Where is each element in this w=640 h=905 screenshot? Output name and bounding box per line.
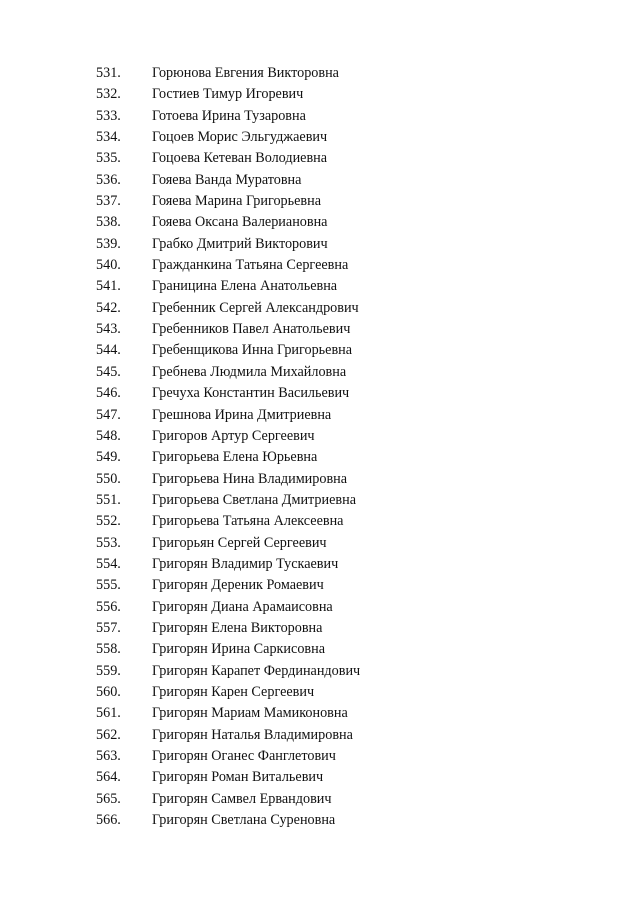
entry-number: 556. (96, 598, 121, 615)
entry-number: 536. (96, 171, 121, 188)
list-item (96, 682, 576, 703)
entry-number: 539. (96, 235, 121, 252)
entry-name: Готоева Ирина Тузаровна (152, 107, 306, 124)
entry-name: Гоцоев Морис Эльгуджаевич (152, 129, 328, 146)
list-item (96, 597, 576, 618)
entry-name: Григорян Наталья Владимировна (152, 726, 353, 743)
entry-name: Гояева Оксана Валериановна (152, 214, 328, 231)
entry-number: 558. (96, 641, 121, 658)
entry-name: Гоцоева Кетеван Володиевна (152, 150, 328, 167)
entry-number: 545. (96, 363, 121, 380)
entry-number: 541. (96, 278, 121, 295)
list-item (96, 276, 576, 297)
entry-name: Гостиев Тимур Игоревич (152, 86, 304, 103)
entry-name: Григорьева Татьяна Алексеевна (152, 513, 344, 530)
entry-name: Гребнева Людмила Михайловна (152, 363, 347, 380)
entry-number: 540. (96, 257, 121, 274)
list-item (96, 106, 576, 127)
list-item (96, 618, 576, 639)
list-item (96, 127, 576, 148)
list-item (96, 319, 576, 340)
list-item (96, 383, 576, 404)
entry-number: 534. (96, 129, 121, 146)
entry-number: 542. (96, 299, 121, 316)
list-item (96, 170, 576, 191)
entry-name: Григорян Мариам Мамиконовна (152, 705, 348, 722)
entry-number: 551. (96, 491, 121, 508)
list-item (96, 340, 576, 361)
entry-name: Григорян Роман Витальевич (152, 769, 324, 786)
entry-name: Григорьян Сергей Сергеевич (152, 534, 327, 551)
list-item (96, 469, 576, 490)
list-item (96, 703, 576, 724)
entry-name: Григорян Светлана Суреновна (152, 812, 336, 829)
list-item (96, 298, 576, 319)
entry-number: 562. (96, 726, 121, 743)
entry-name: Григорян Диана Арамаисовна (152, 598, 333, 615)
entry-number: 548. (96, 427, 121, 444)
list-item (96, 212, 576, 233)
entry-name: Григорян Ирина Саркисовна (152, 641, 325, 658)
entry-number: 559. (96, 662, 121, 679)
entry-number: 565. (96, 790, 121, 807)
entry-name: Григорян Карапет Фердинандович (152, 662, 361, 679)
entry-name: Григорян Дереник Ромаевич (152, 577, 324, 594)
list-item (96, 511, 576, 532)
entry-number: 544. (96, 342, 121, 359)
entry-name: Гребенник Сергей Александрович (152, 299, 359, 316)
entry-name: Григорьева Нина Владимировна (152, 470, 348, 487)
entry-number: 537. (96, 193, 121, 210)
list-item (96, 490, 576, 511)
entry-number: 543. (96, 321, 121, 338)
entry-name: Гребенников Павел Анатольевич (152, 321, 351, 338)
list-item (96, 234, 576, 255)
list-item (96, 405, 576, 426)
entry-number: 538. (96, 214, 121, 231)
entry-name: Горюнова Евгения Викторовна (152, 65, 339, 81)
entry-number: 566. (96, 812, 121, 829)
entry-name: Грешнова Ирина Дмитриевна (152, 406, 332, 423)
entry-number: 555. (96, 577, 121, 594)
list-item (96, 533, 576, 554)
entry-number: 547. (96, 406, 121, 423)
entry-name: Григорьева Светлана Дмитриевна (152, 491, 356, 508)
list-item (96, 362, 576, 383)
entry-number: 535. (96, 150, 121, 167)
entry-number: 546. (96, 385, 121, 402)
entry-number: 557. (96, 619, 121, 636)
list-item (96, 746, 576, 767)
list-item (96, 639, 576, 660)
list-item (96, 63, 576, 84)
entry-name: Григорян Оганес Фанглетович (152, 748, 336, 764)
list-item (96, 84, 576, 105)
entry-number: 531. (96, 65, 121, 81)
entry-name: Границина Елена Анатольевна (152, 278, 338, 295)
entry-name: Гречуха Константин Васильевич (152, 385, 350, 402)
list-item (96, 255, 576, 276)
entry-number: 533. (96, 107, 121, 124)
list-item (96, 554, 576, 575)
list-item (96, 661, 576, 682)
entry-name: Григорьева Елена Юрьевна (152, 449, 318, 466)
list-item (96, 191, 576, 212)
list-item (96, 767, 576, 788)
entry-name: Григорян Карен Сергеевич (152, 683, 315, 700)
entry-name: Гояева Ванда Муратовна (152, 171, 302, 188)
entry-number: 553. (96, 534, 121, 551)
entry-name: Гражданкина Татьяна Сергеевна (152, 257, 349, 274)
list-item (96, 810, 576, 831)
list-item (96, 426, 576, 447)
name-list (96, 63, 576, 831)
entry-number: 554. (96, 555, 121, 572)
list-item (96, 725, 576, 746)
list-item (96, 575, 576, 596)
entry-name: Гояева Марина Григорьевна (152, 193, 321, 210)
entry-number: 563. (96, 748, 121, 764)
list-item (96, 148, 576, 169)
entry-number: 532. (96, 86, 121, 103)
list-item (96, 447, 576, 468)
entry-number: 552. (96, 513, 121, 530)
entry-name: Грабко Дмитрий Викторович (152, 235, 328, 252)
entry-number: 550. (96, 470, 121, 487)
entry-number: 564. (96, 769, 121, 786)
entry-name: Григорян Самвел Ервандович (152, 790, 332, 807)
entry-number: 561. (96, 705, 121, 722)
entry-name: Григоров Артур Сергеевич (152, 427, 315, 444)
entry-number: 549. (96, 449, 121, 466)
list-item (96, 789, 576, 810)
entry-name: Гребенщикова Инна Григорьевна (152, 342, 353, 359)
entry-number: 560. (96, 683, 121, 700)
entry-name: Григорян Владимир Тускаевич (152, 555, 339, 572)
entry-name: Григорян Елена Викторовна (152, 619, 323, 636)
